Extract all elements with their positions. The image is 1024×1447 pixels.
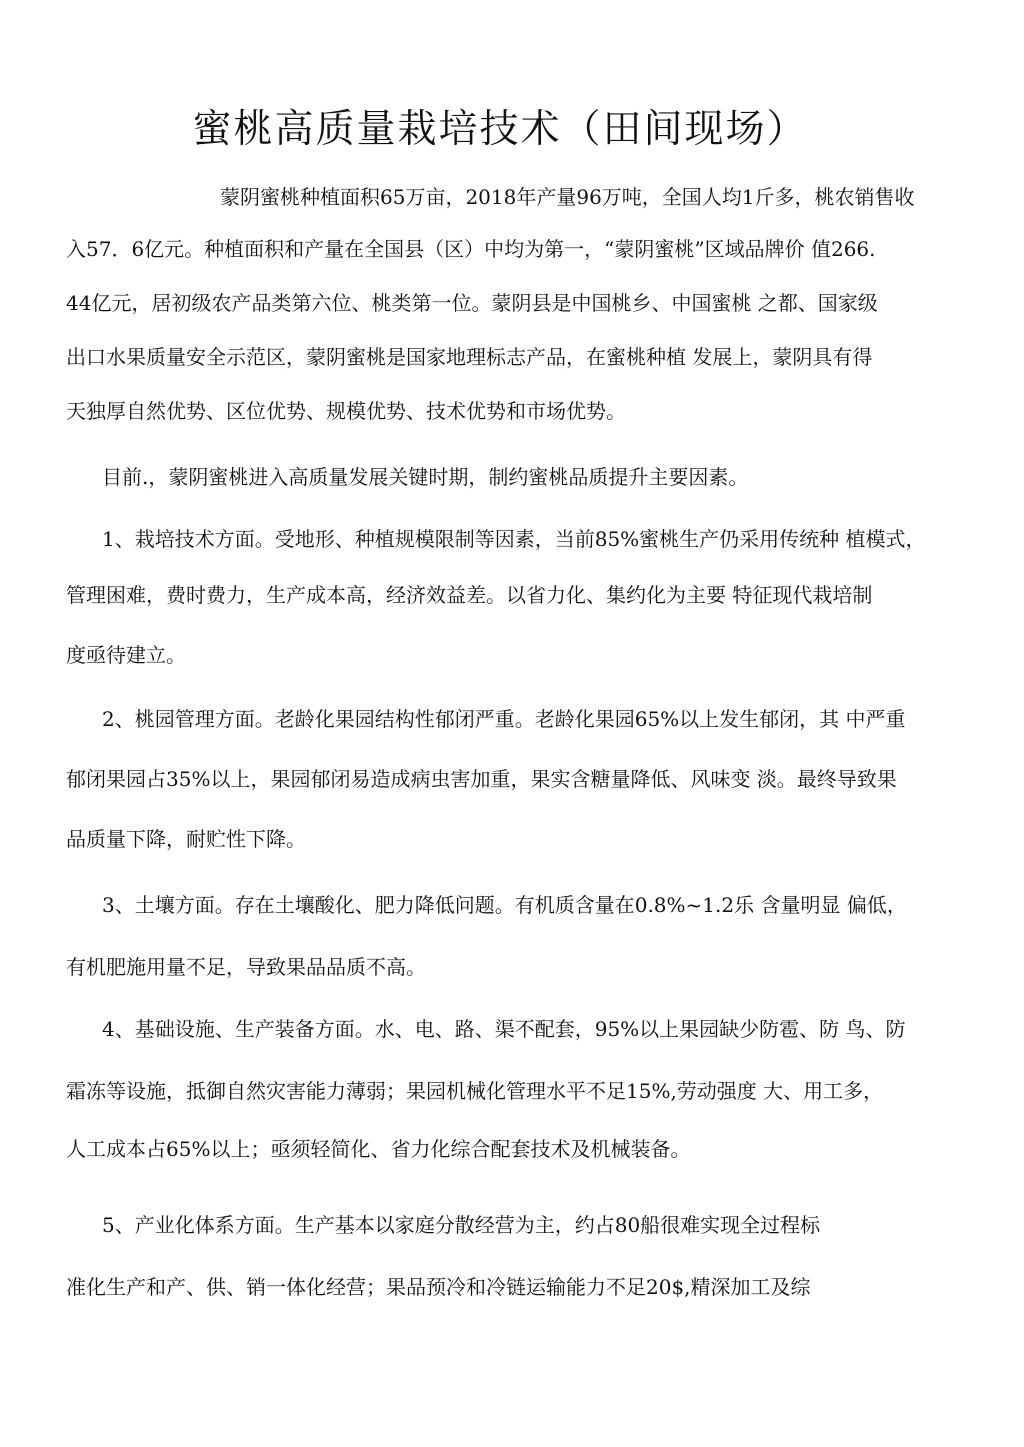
paragraph-line: 1、栽培技术方面。受地形、种植规模限制等因素，当前85%蜜桃生产仍采用传统种 植模式， [102,527,926,551]
paragraph-line: 郁闭果园占35%以上，果园郁闭易造成病虫害加重，果实含糖量降低、风味变 淡。最终导致果 [66,767,897,791]
paragraph-line: 人工成本占65%以上；亟须轻简化、省力化综合配套技术及机械装备。 [66,1137,691,1161]
paragraph-line: 3、土壤方面。存在土壤酸化、肥力降低问题。有机质含量在0.8%~1.2乐 含量明显 偏低， [102,893,907,917]
paragraph-line: 品质量下降，耐贮性下降。 [66,827,306,851]
paragraph-line: 度亟待建立。 [66,643,186,667]
paragraph-line: 出口水果质量安全示范区，蒙阴蜜桃是国家地理标志产品，在蜜桃种植 发展上，蒙阴具有得 [66,345,873,369]
paragraph-line: 天独厚自然优势、区位优势、规模优势、技术优势和市场优势。 [66,399,626,423]
paragraph-line: 有机肥施用量不足，导致果品品质不高。 [66,955,426,979]
paragraph-line: 44亿元，居初级农产品类第六位、桃类第一位。蒙阴县是中国桃乡、中国蜜桃 之都、国家级 [66,291,878,315]
paragraph-line: 2、桃园管理方面。老龄化果园结构性郁闭严重。老龄化果园65%以上发生郁闭，其 中严重 [102,707,906,731]
paragraph-line: 管理困难，费时费力，生产成本高，经济效益差。以省力化、集约化为主要 特征现代栽培制 [66,583,873,607]
paragraph-line: 5、产业化体系方面。生产基本以家庭分散经营为主，约占80船很难实现全过程标 [102,1213,821,1237]
paragraph-line: 4、基础设施、生产装备方面。水、电、路、渠不配套，95%以上果园缺少防雹、防 鸟、防 [102,1017,906,1041]
paragraph-line: 目前.，蒙阴蜜桃进入高质量发展关键时期，制约蜜桃品质提升主要因素。 [102,465,749,489]
paragraph-line: 准化生产和产、供、销一体化经营；果品预冷和冷链运输能力不足20$,精深加工及综 [66,1275,811,1299]
document-title: 蜜桃高质量栽培技术（田间现场） [192,107,808,152]
paragraph-line: 入57．6亿元。种植面积和产量在全国县（区）中均为第一，“蒙阴蜜桃”区域品牌价 值266. [66,237,876,261]
paragraph-line: 霜冻等设施，抵御自然灾害能力薄弱；果园机械化管理水平不足15%,劳动强度 大、用工多， [66,1079,884,1103]
paragraph-line: 蒙阴蜜桃种植面积65万亩，2018年产量96万吨，全国人均1斤多，桃农销售收 [220,185,915,209]
